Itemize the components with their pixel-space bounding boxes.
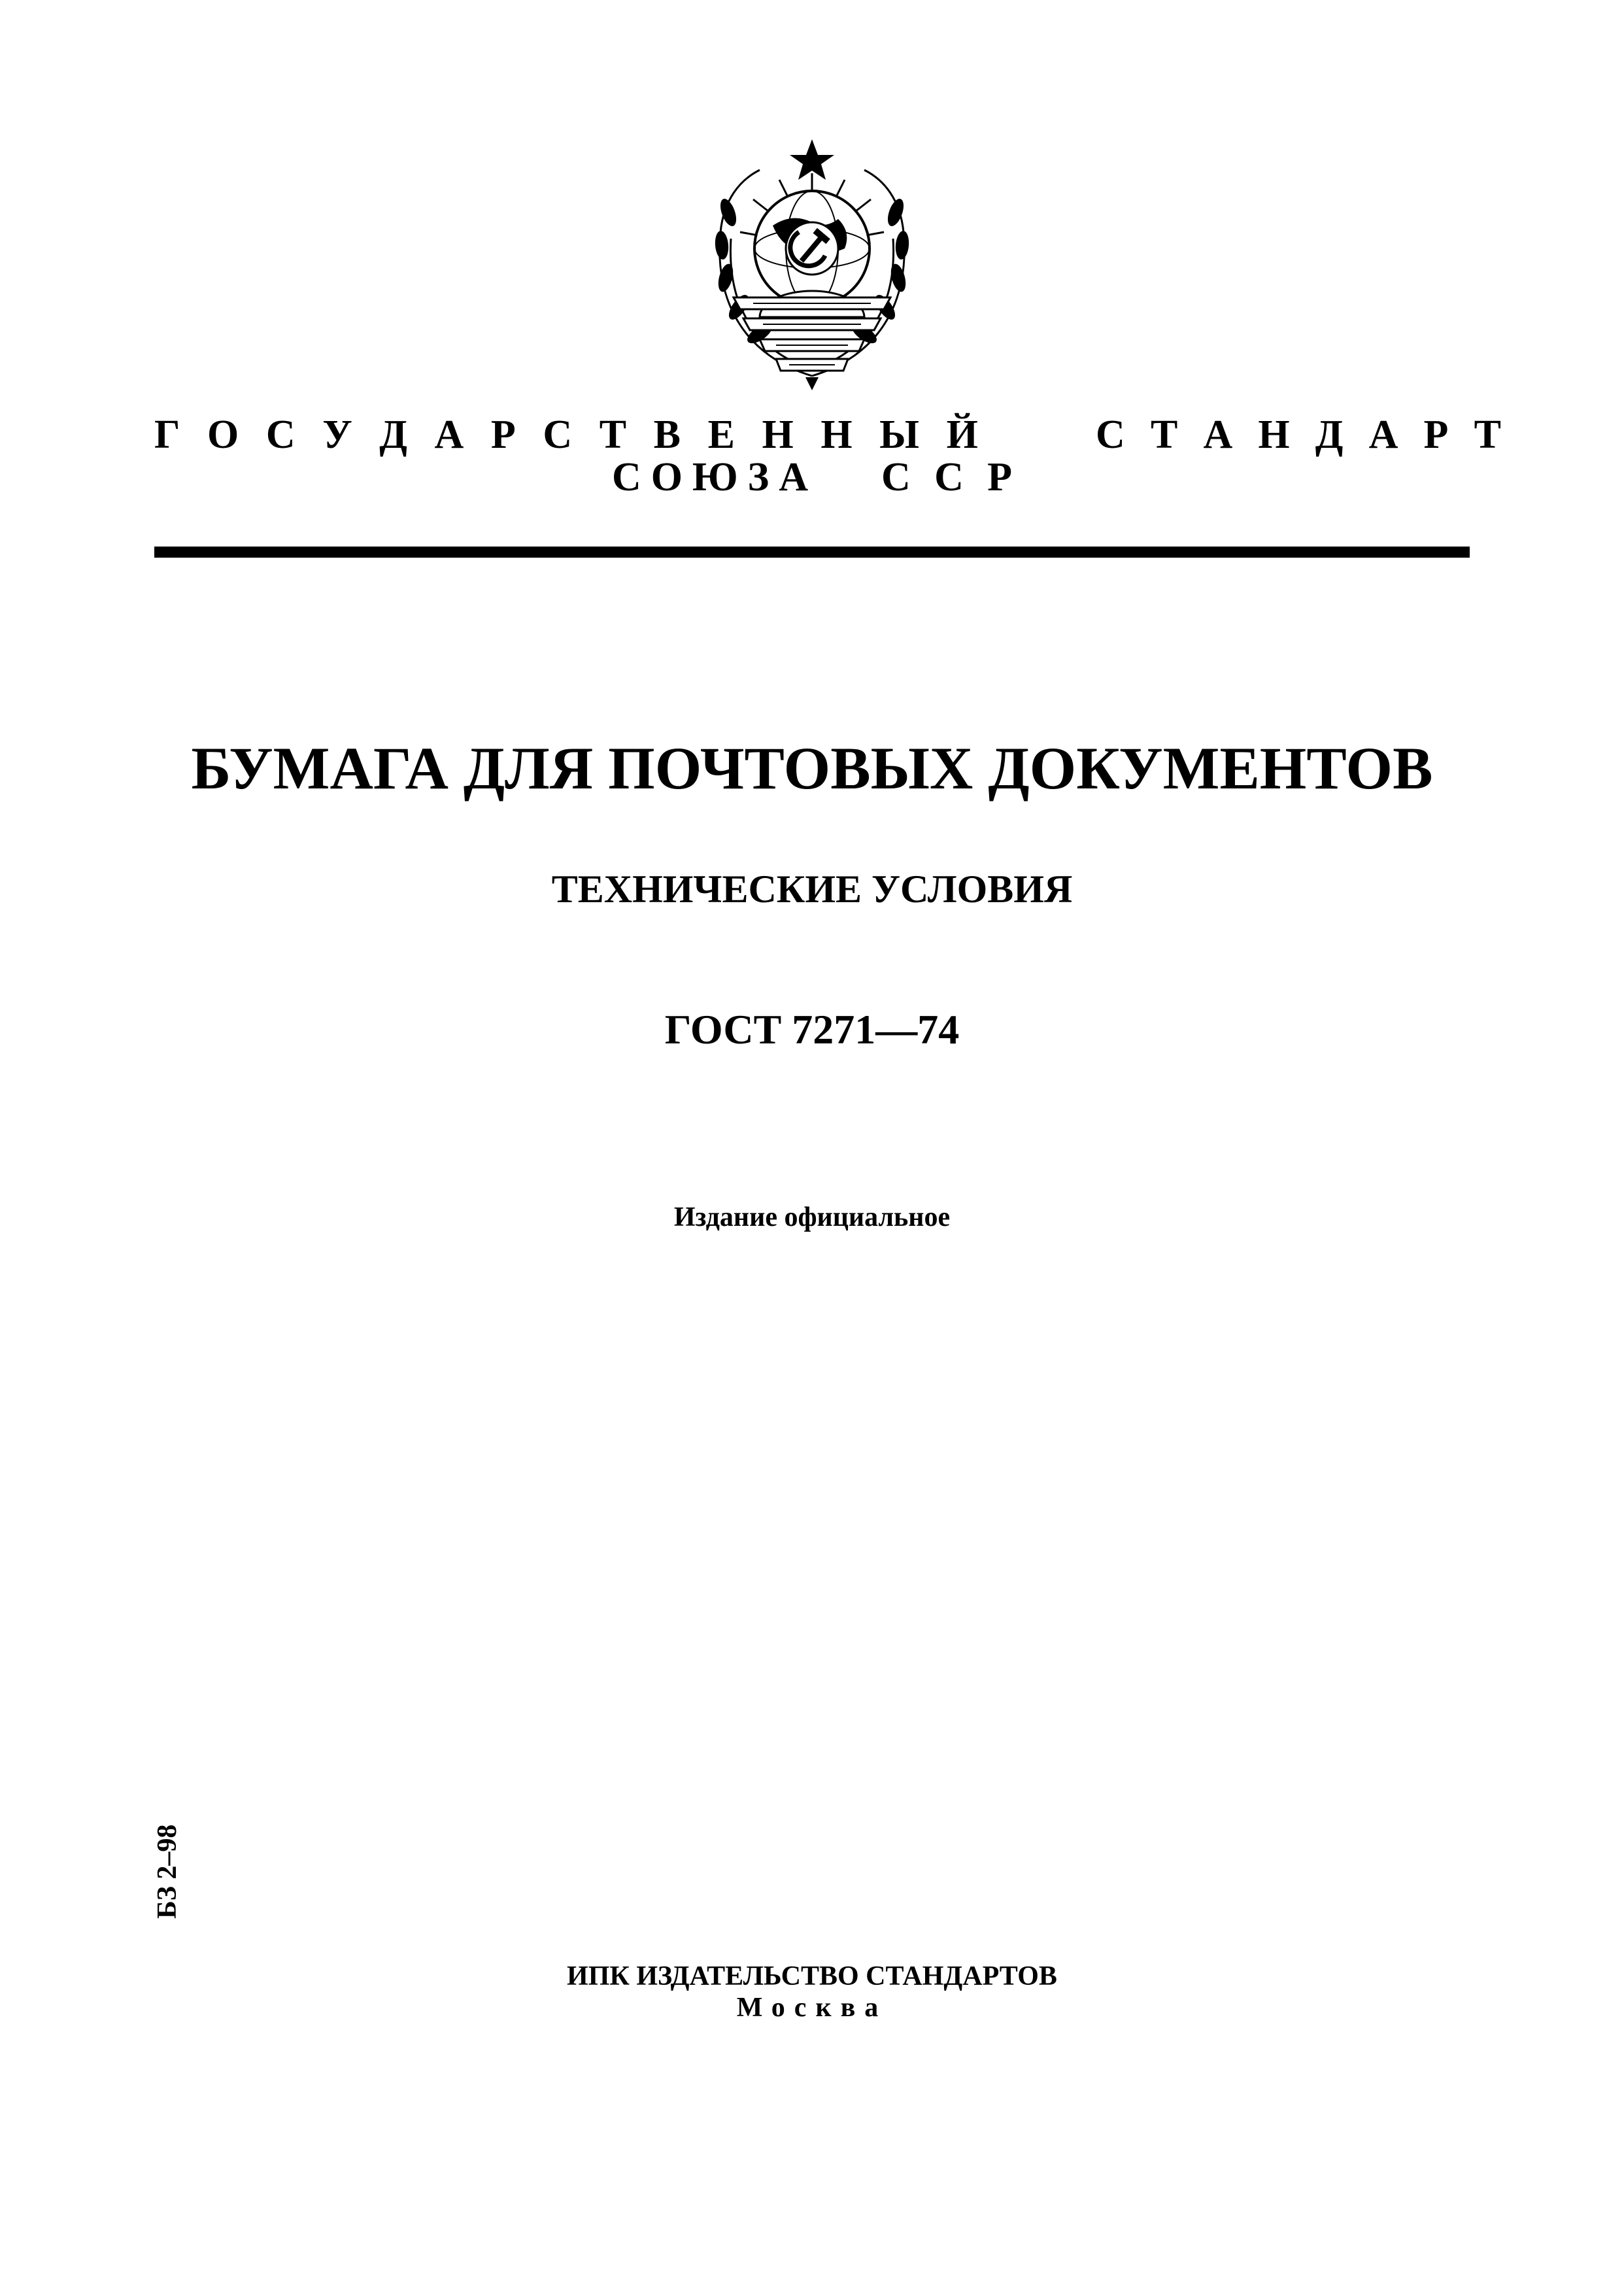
side-catalog-code: БЗ 2–98 — [152, 1824, 182, 1919]
header-ussr — [612, 451, 1012, 503]
edition-note: Издание официальное — [673, 1202, 951, 1232]
header-letter: Г — [154, 412, 180, 457]
document-subtitle: ТЕХНИЧЕСКИЕ УСЛОВИЯ — [551, 868, 1073, 911]
header-letter: С — [881, 454, 911, 499]
header-letter: С — [612, 454, 641, 499]
header-letter: Т — [1150, 412, 1178, 457]
ussr-state-emblem-icon — [688, 134, 936, 402]
header-letter: О — [207, 412, 239, 457]
document-title: БУМАГА ДЛЯ ПОЧТОВЫХ ДОКУМЕНТОВ — [191, 735, 1433, 802]
header-letter: В — [653, 412, 681, 457]
header-letter: Н — [762, 412, 794, 457]
header-letter: С — [265, 412, 296, 457]
header-divider — [154, 547, 1470, 558]
header-letter: Р — [1423, 412, 1449, 457]
header-letter: Ю — [692, 454, 738, 499]
header-letter: А — [1203, 412, 1233, 457]
header-letter: Й — [946, 412, 978, 457]
header-word-ssr — [881, 454, 1012, 501]
header-letter: Р — [490, 412, 516, 457]
header-letter: С — [1096, 412, 1125, 457]
publisher-name: ИПК ИЗДАТЕЛЬСТВО СТАНДАРТОВ — [567, 1961, 1057, 1991]
header-word-standard — [1096, 412, 1501, 458]
header-word-union — [612, 454, 808, 501]
header-letter: А — [1368, 412, 1398, 457]
header-letter: З — [747, 454, 770, 499]
header-letter: Т — [599, 412, 627, 457]
header-letter: Д — [379, 412, 407, 457]
header-letter: У — [322, 412, 352, 457]
header-letter: С — [934, 454, 964, 499]
header-letter: Н — [1258, 412, 1290, 457]
publisher-city: Москва — [736, 1993, 888, 2023]
header-letter: А — [779, 454, 808, 499]
header-letter: Е — [707, 412, 735, 457]
header-letter: А — [434, 412, 464, 457]
header-letter: Ы — [879, 412, 920, 457]
standard-number: ГОСТ 7271—74 — [664, 1006, 960, 1053]
header-letter: С — [543, 412, 573, 457]
header-letter: Р — [987, 454, 1012, 499]
header-letter: Н — [820, 412, 853, 457]
header-letter: Д — [1315, 412, 1344, 457]
header-letter: О — [651, 454, 683, 499]
header-letter: Т — [1474, 412, 1501, 457]
